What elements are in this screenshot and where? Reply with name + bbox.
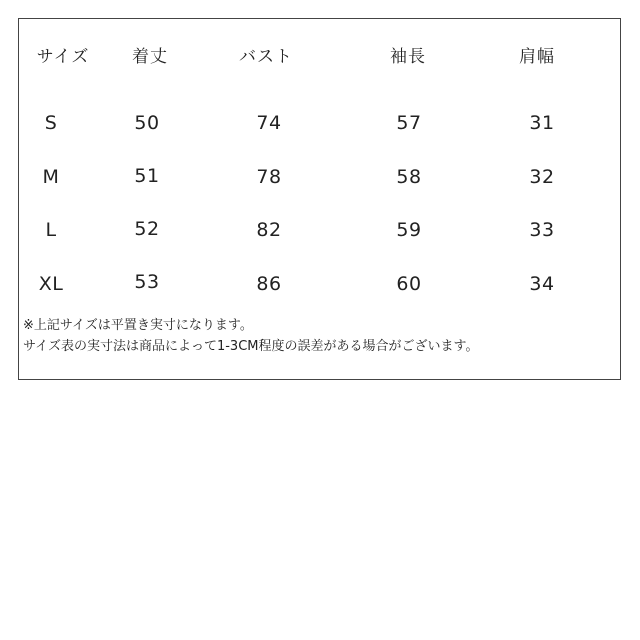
row-s-size: S [44, 112, 58, 134]
header-shoulder: 肩幅 [519, 47, 555, 67]
row-s-sleeve: 57 [396, 112, 422, 134]
row-xl-size: XL [38, 273, 64, 295]
row-xl-shoulder: 34 [529, 273, 555, 295]
note-measurement-error: サイズ表の実寸法は商品によって1-3CM程度の誤差がある場合がございます。 [23, 339, 479, 354]
row-l-length: 52 [134, 218, 160, 240]
header-length: 着丈 [132, 47, 168, 67]
header-sleeve: 袖長 [390, 47, 426, 67]
size-chart-table [18, 18, 621, 380]
row-s-length: 50 [134, 112, 160, 134]
note-flat-measurement: ※上記サイズは平置き実寸になります。 [23, 318, 253, 333]
row-m-shoulder: 32 [529, 166, 555, 188]
row-m-length: 51 [134, 165, 160, 187]
row-xl-length: 53 [134, 271, 160, 293]
row-l-sleeve: 59 [396, 219, 422, 241]
row-m-sleeve: 58 [396, 166, 422, 188]
row-m-size: M [42, 166, 60, 188]
row-m-bust: 78 [256, 166, 282, 188]
header-bust: バスト [239, 47, 293, 67]
row-xl-sleeve: 60 [396, 273, 422, 295]
row-s-bust: 74 [256, 112, 282, 134]
row-s-shoulder: 31 [529, 112, 555, 134]
header-size: サイズ [36, 47, 90, 67]
row-xl-bust: 86 [256, 273, 282, 295]
row-l-shoulder: 33 [529, 219, 555, 241]
row-l-size: L [45, 219, 57, 241]
row-l-bust: 82 [256, 219, 282, 241]
